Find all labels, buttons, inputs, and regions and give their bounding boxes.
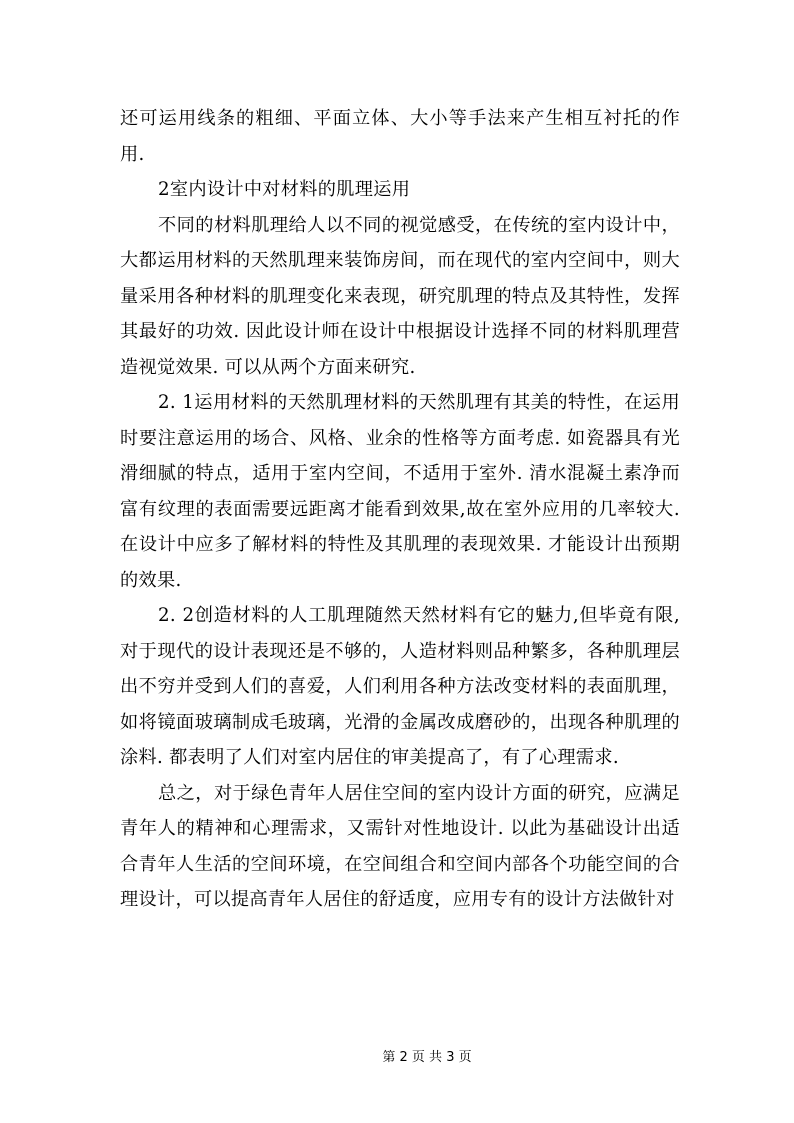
paragraph: 不同的材料肌理给人以不同的视觉感受，在传统的室内设计中，大都运用材料的天然肌理来装饰房间，而在现代的室内空间中，则大量采用各种材料的肌理变化来表现，研究肌理的特点及其特性，发挥其最好的功效. 因此设计师在设计中根据设计选择不同的材料肌理营造视觉效果. 可以从两个方面来研究. <box>120 214 680 378</box>
section-heading: 2室内设计中对材料的肌理运用 <box>158 179 411 200</box>
page-number: 第 2 页 共 3 页 <box>382 1050 472 1065</box>
paragraph: 总之，对于绿色青年人居住空间的室内设计方面的研究，应满足青年人的精神和心理需求，又需针对性地设计. 以此为基础设计出适合青年人生活的空间环境，在空间组合和空间内部各个功能空间的合理设计，可以提高青年人居住的舒适度，应用专有的设计方法做针对 <box>120 782 680 910</box>
body-text <box>120 101 680 918</box>
paragraph: 2. 2创造材料的人工肌理随然天然材料有它的魅力,但毕竟有限,对于现代的设计表现还是不够的，人造材料则品种繁多，各种肌理层出不穷并受到人们的喜爱，人们利用各种方法改变材料的表面肌理，如将镜面玻璃制成毛玻璃，光滑的金属改成磨砂的，出现各种肌理的涂料. 都表明了人们对室内居住的审美提高了，有了心理需求. <box>120 605 680 768</box>
paragraph-continuation: 还可运用线条的粗细、平面立体、大小等手法来产生相互衬托的作用. <box>120 108 680 165</box>
paragraph: 2. 1运用材料的天然肌理材料的天然肌理有其美的特性，在运用时要注意运用的场合、风格、业余的性格等方面考虑. 如瓷器具有光滑细腻的特点，适用于室内空间，不适用于室外. 清水混凝土素净而富有纹理的表面需要远距离才能看到效果,故在室外应用的几率较大. 在设计中应多了解材料的特性及其肌理的表现效果. 才能设计出预期的效果. <box>120 392 680 591</box>
